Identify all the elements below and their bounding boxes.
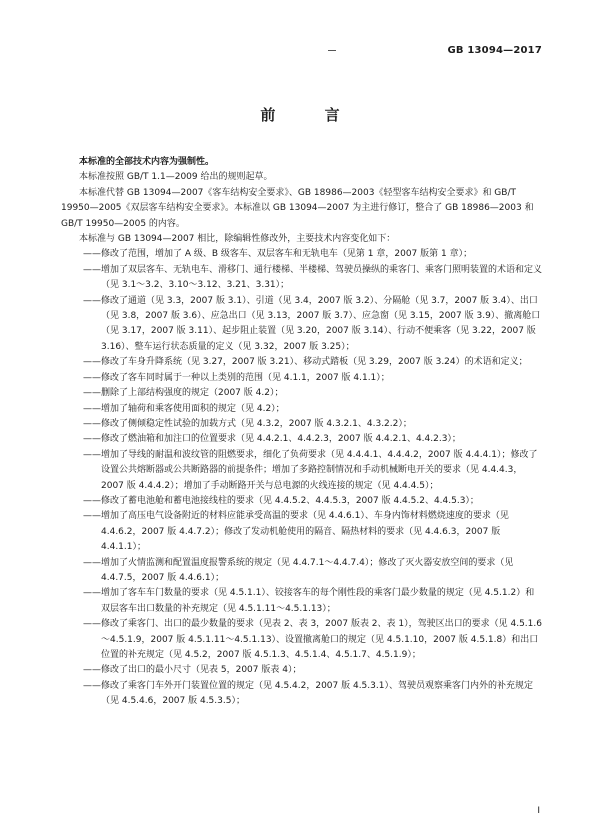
- list-dash: ——: [83, 372, 101, 383]
- change-item-text: 修改了侧倾稳定性试验的加载方式（见 4.3.2，2007 版 4.3.2.1、4.3.2.2）；: [101, 418, 412, 429]
- change-item-text: 增加了轴荷和乘客使用面积的规定（见 4.2）；: [101, 403, 285, 414]
- list-dash: ——: [83, 449, 101, 460]
- page-number: I: [537, 806, 540, 816]
- intro-paragraph: 本标准与 GB 13094—2007 相比，除编辑性修改外，主要技术内容变化如下：: [79, 234, 396, 245]
- change-list-item: [61, 263, 542, 294]
- intro-paragraph: 本标准按照 GB/T 1.1—2009 给出的规则起草。: [79, 172, 273, 183]
- change-list-item: [61, 355, 542, 370]
- list-dash: ——: [83, 264, 101, 275]
- change-item-text: 修改了客车同时属于一种以上类别的范围（见 4.1.1，2007 版 4.1.1）；: [101, 372, 390, 383]
- list-dash: ——: [83, 588, 101, 599]
- change-list-item: [61, 509, 542, 555]
- list-dash: ——: [83, 665, 101, 676]
- list-dash: ——: [83, 619, 101, 630]
- list-dash: ——: [83, 511, 101, 522]
- change-list-item: [61, 448, 542, 494]
- change-item-text: 修改了乘客门、出口的最少数量的要求（见表 2、表 3，2007 版表 2、表 1），驾驶区出口的要求（见 4.5.1.6～4.5.1.9，2007 版 4.5.1.11～4.5.1.13）、设置撤离舱口的规定（见 4.5.1.10，2007 版 4.5.1.8）和出口位置的补充规定（见 4.5.2，2007 版 4.5.1.3、4.5.1.4、4.5.1.7、4.5.1.9）；: [101, 619, 542, 660]
- change-list-item: [61, 432, 542, 447]
- change-list-item: [61, 402, 542, 417]
- change-item-text: 修改了范围，增加了 A 级、B 级客车、双层客车和无轨电车（见第 1 章，2007 版第 1 章）；: [101, 249, 473, 260]
- change-item-text: 修改了通道（见 3.3，2007 版 3.1）、引道（见 3.4，2007 版 3.2）、分隔舱（见 3.7，2007 版 3.4）、出口（见 3.8，2007 版 3.6）、应急出口（见 3.13，2007 版 3.7）、应急窗（见 3.15，2007 版 3.9）、撤离舱口（见 3.17，2007 版 3.11）、起步阻止装置（见 3.20，2007 版 3.14）、行动不便乘客（见 3.22，2007 版 3.16）、整车运行状态质量的定义（见 3.32，2007 版 3.25）；: [101, 295, 541, 352]
- page-title: 前 言: [260, 106, 362, 124]
- change-item-text: 删除了上部结构强度的规定（2007 版 4.2）；: [101, 388, 284, 399]
- change-item-text: 增加了客车车门数量的要求（见 4.5.1.1）、铰接客车的每个刚性段的乘客门最少数量的规定（见 4.5.1.2）和双层客车出口数量的补充规定（见 4.5.1.11～4.5.1.13）；: [101, 588, 535, 614]
- list-dash: ——: [83, 357, 101, 368]
- change-list-item: [61, 371, 542, 386]
- change-list-item: [61, 417, 542, 432]
- change-item-text: 增加了导线的耐温和波纹管的阻燃要求，细化了负荷要求（见 4.4.4.1、4.4.4.2，2007 版 4.4.4.1）；修改了设置公共熔断器或公共断路器的前提条件；增加了多路控制情况和手动机械断电开关的要求（见 4.4.4.3，2007 版 4.4.4.2）；增加了手动断路开关与总电源的火线连接的规定（见 4.4.4.5）；: [101, 449, 538, 491]
- change-list-item: [61, 294, 542, 356]
- standard-number: GB 13094—2017: [447, 45, 542, 56]
- list-dash: ——: [83, 249, 101, 260]
- change-list-item: [61, 586, 542, 617]
- change-item-text: 修改了车身升降系统（见 3.27，2007 版 3.21）、移动式踏板（见 3.29，2007 版 3.24）的术语和定义；: [101, 357, 528, 368]
- change-list: [61, 247, 542, 709]
- change-item-text: 修改了乘客门车外开门装置位置的规定（见 4.5.4.2，2007 版 4.5.3.1）、驾驶员观察乘客门内外的补充规定（见 4.5.4.6，2007 版 4.5.3.5）；: [101, 680, 533, 707]
- list-dash: ——: [83, 388, 101, 399]
- document-body: [61, 155, 542, 710]
- list-dash: ——: [83, 495, 101, 506]
- list-dash: ——: [83, 418, 101, 429]
- change-item-text: 修改了燃油箱和加注口的位置要求（见 4.4.2.1、4.4.2.3，2007 版 4.4.2.1、4.4.2.3）；: [101, 434, 461, 445]
- change-list-item: [61, 247, 542, 262]
- change-list-item: [61, 617, 542, 663]
- change-item-text: 增加了高压电气设备附近的材料应能承受高温的要求（见 4.4.6.1）、车身内饰材料燃烧速度的要求（见 4.4.6.2，2007 版 4.4.7.2）；修改了发动机舱使用的隔音、隔热材料的要求（见 4.4.6.3，2007 版 4.4.1.1）；: [101, 511, 509, 553]
- change-item-text: 修改了出口的最小尺寸（见表 5，2007 版表 4）；: [101, 665, 302, 676]
- list-dash: ——: [83, 434, 101, 445]
- change-item-text: 增加了火情监测和配置温度报警系统的规定（见 4.4.7.1～4.4.7.4）；修改了灭火器安放空间的要求（见 4.4.7.5，2007 版 4.4.6.1）；: [101, 557, 514, 583]
- list-dash: ——: [83, 295, 101, 306]
- change-list-item: [61, 386, 542, 401]
- change-list-item: [61, 556, 542, 587]
- change-item-text: 修改了蓄电池舱和蓄电池接线柱的要求（见 4.4.5.2、4.4.5.3，2007 版 4.4.5.2、4.4.5.3）；: [101, 495, 479, 506]
- list-dash: ——: [83, 557, 101, 568]
- intro-paragraph: 本标准代替 GB 13094—2007《客车结构安全要求》、GB 18986—2003《轻型客车结构安全要求》和 GB/T 19950—2005《双层客车结构安全要求》。本标准以 GB 13094—2007 为主进行修订，整合了 GB 18986—2003 和 GB/T 19950—2005 的内容。: [61, 187, 534, 229]
- change-item-text: 增加了双层客车、无轨电车、滑移门、通行楼梯、半楼梯、驾驶员操纵的乘客门、乘客门照明装置的术语和定义（见 3.1～3.2、3.10～3.12、3.21、3.31）；: [101, 264, 543, 291]
- intro-paragraph: 本标准的全部技术内容为强制性。: [79, 157, 215, 167]
- change-list-item: [61, 494, 542, 509]
- change-list-item: [61, 663, 542, 678]
- list-dash: ——: [83, 403, 101, 414]
- header-mark: [328, 50, 336, 51]
- change-list-item: [61, 679, 542, 710]
- list-dash: ——: [83, 680, 101, 691]
